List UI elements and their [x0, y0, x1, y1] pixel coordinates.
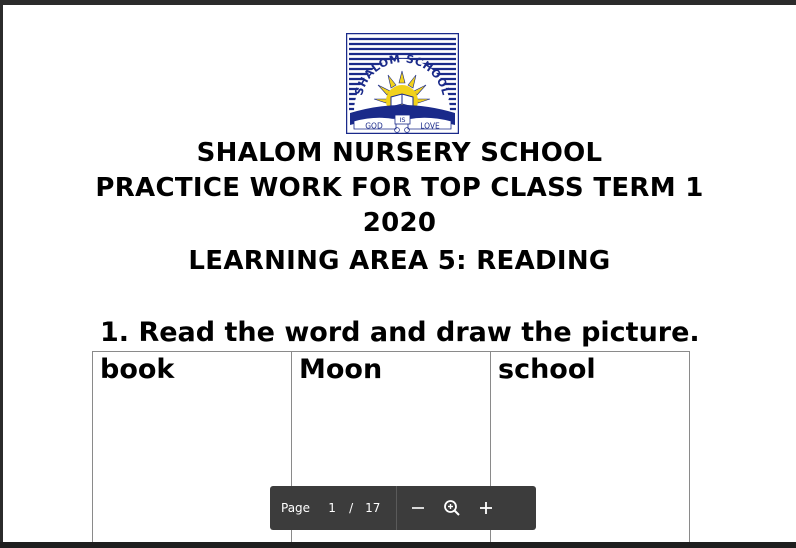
question-instruction: 1. Read the word and draw the picture. — [100, 317, 700, 348]
school-name-heading: SHALOM NURSERY SCHOOL — [196, 138, 603, 168]
magnifier-plus-icon — [443, 499, 461, 517]
table-cell-book — [93, 352, 292, 547]
learning-area-heading: LEARNING AREA 5: READING — [188, 246, 611, 276]
school-logo — [346, 33, 459, 134]
cell-word: school — [498, 354, 596, 385]
minus-icon — [410, 500, 426, 516]
toolbar-divider — [396, 486, 397, 530]
total-pages: 17 — [365, 501, 381, 515]
current-page-input[interactable]: 1 — [328, 501, 336, 515]
page-toolbar — [270, 486, 536, 530]
cell-word: book — [100, 354, 175, 385]
cell-word: Moon — [299, 354, 383, 385]
logo-motto-left: GOD — [365, 121, 383, 131]
page-label: Page — [281, 501, 311, 515]
plus-icon — [478, 500, 494, 516]
zoom-in-button[interactable] — [469, 486, 503, 530]
logo-motto-middle: IS — [399, 116, 406, 124]
zoom-out-button[interactable] — [401, 486, 435, 530]
practice-work-heading: PRACTICE WORK FOR TOP CLASS TERM 1 — [95, 173, 704, 203]
zoom-fit-button[interactable] — [435, 486, 469, 530]
logo-motto-right: LOVE — [420, 121, 440, 131]
year-heading: 2020 — [362, 208, 437, 238]
page-separator: / — [349, 501, 354, 515]
document-page — [3, 5, 796, 542]
logo-arc-text: SHALOM SCHOOL — [352, 52, 453, 97]
viewer-bottom-edge — [0, 542, 796, 548]
